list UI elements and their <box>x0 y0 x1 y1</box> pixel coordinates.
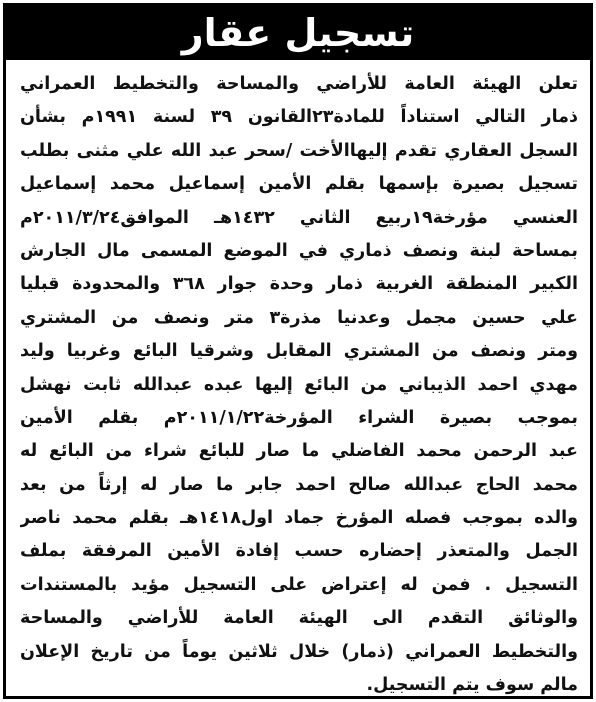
notice-line: والتخطيط العمراني (ذمار) خلال ثلاثين يوماً من تاريخ الإعلان <box>20 641 578 662</box>
notice-line: بموجب بصيرة الشراء المؤرخة٢٠١١/١/٢٢م بقلم الأمين <box>20 407 578 428</box>
notice-line: ومتر ونصف من المشتري المقابل وشرقيا البائع وغربيا وليد <box>20 341 578 362</box>
notice-title: تسجيل عقار <box>181 11 415 55</box>
notice-line: الكبير المنطقة الغربية ذمار وحدة جوار ٣٦٨ والمحدودة قبليا <box>20 274 578 295</box>
notice-line: علي حسين مجمل وعدنيا مذرة٣ متر ونصف من المشتري <box>20 307 578 328</box>
notice-line: الجمل والمتعذر إحضاره حسب إفادة الأمين المرفقة بملف <box>20 541 578 562</box>
notice-header <box>6 6 590 60</box>
notice-line: التسجيل . فمن له إعتراض على التسجيل مؤيد بالمستندات <box>20 574 578 595</box>
notice-line: العنسي مؤرخة١٩ربيع الثاني ١٤٣٢هـ الموافق٢٠١١/٣/٢٤م <box>20 207 578 228</box>
notice-line: محمد الحاج عبدالله صالح احمد جابر ما صار له إرثاً من بعد <box>20 474 578 495</box>
notice-line: والده بموجب فصله المؤرخ جماد اول١٤١٨هـ بقلم محمد ناصر <box>20 508 578 529</box>
property-registration-notice <box>3 3 593 699</box>
notice-line: مهدي احمد الذيباني من البائع إليها عبده عبدالله ثابت نهشل <box>20 374 578 395</box>
notice-line: ذمار التالي استناداً للمادة٢٣القانون ٣٩ لسنة ١٩٩١م بشأن <box>20 107 578 128</box>
notice-line: عبد الرحمن محمد الفاضلي ما صار للبائع شراء من البائع له <box>20 441 578 462</box>
notice-line: والوثائق التقدم الى الهيئة العامة للأراضي والمساحة <box>20 608 578 629</box>
notice-line: تسجيل بصيرة بإسمها بقلم الأمين إسماعيل محمد إسماعيل <box>20 174 578 195</box>
notice-line: مالم سوف يتم التسجيل. <box>366 675 578 696</box>
notice-line: السجل العقاري تقدم إليهاالأخت /سحر عبد الله علي مثنى بطلب <box>20 140 578 161</box>
notice-body <box>20 68 578 702</box>
notice-line: بمساحة لبنة ونصف ذماري في الموضع المسمى مال الجارش <box>20 240 578 261</box>
notice-line: تعلن الهيئة العامة للأراضي والمساحة والتخطيط العمراني <box>20 74 578 94</box>
